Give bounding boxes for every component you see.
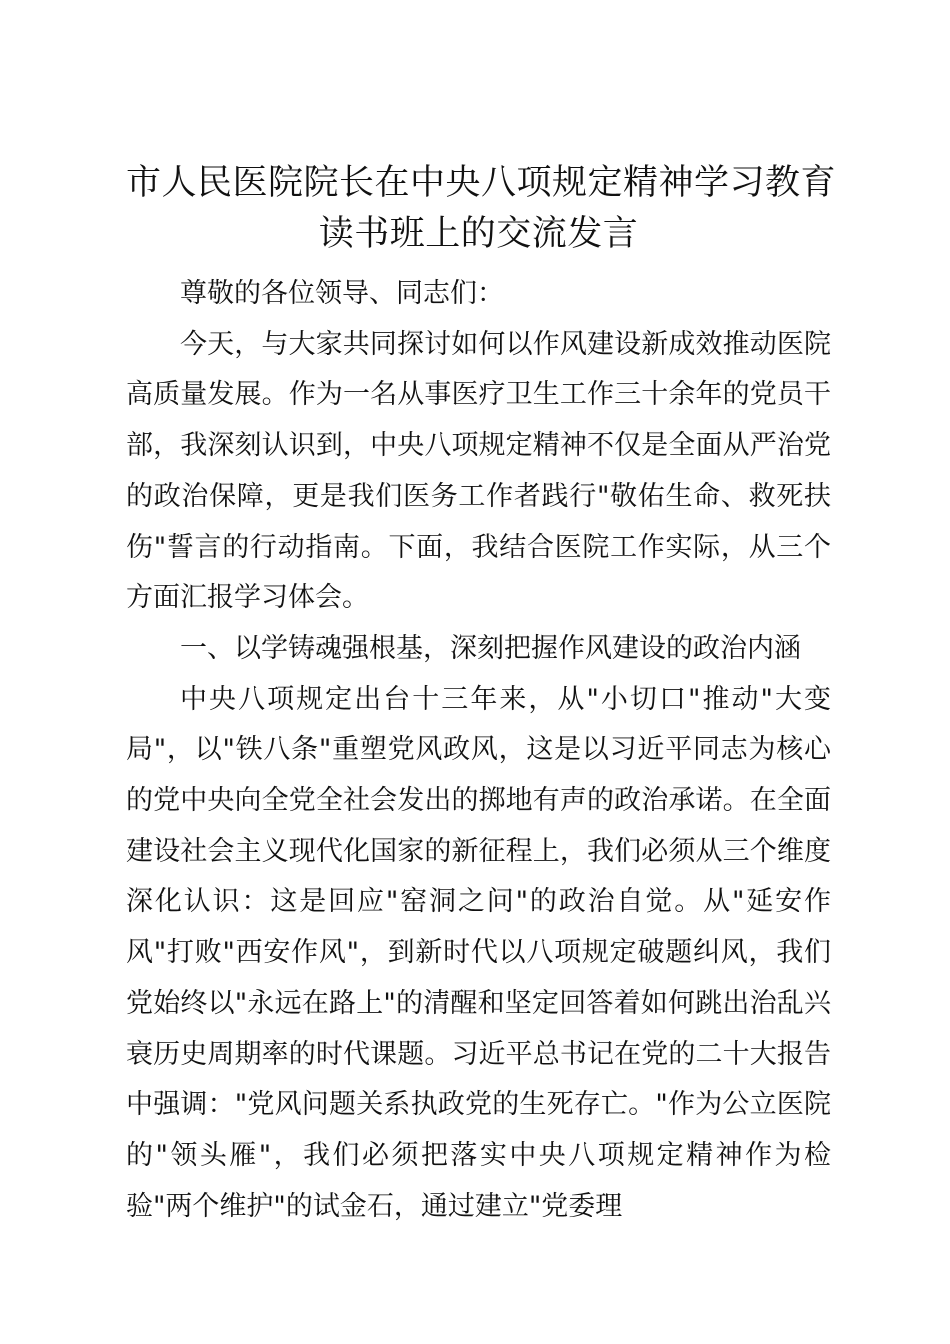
title-line-1: 市人民医院院长在中央八项规定精神学习教育: [126, 163, 837, 203]
title-line-2: 读书班上的交流发言: [318, 214, 639, 254]
salutation: 尊敬的各位领导、同志们：: [180, 278, 504, 309]
section-heading-1: 一、以学铸魂强根基，深刻把握作风建设的政治内涵: [180, 632, 801, 664]
document-body: [126, 269, 831, 1232]
paragraph-section-1: 中央八项规定出台十三年来，从"小切口"推动"大变局"，以"铁八条"重塑党风政风，这是以习近平同志为核心的党中央向全党全社会发出的掷地有声的政治承诺。在全面建设社会主义现代化国家的新征程上，我们必须从三个维度深化认识：这是回应"窑洞之问"的政治自觉。从"延安作风"打败"西安作风"，到新时代以八项规定破题纠风，我们党始终以"永远在路上"的清醒和坚定回答着如何跳出治乱兴衰历史周期率的时代课题。习近平总书记在党的二十大报告中强调："党风问题关系执政党的生死存亡。"作为公立医院的"领头雁"，我们必须把落实中央八项规定精神作为检验"两个维护"的试金石，通过建立"党委理: [126, 683, 831, 1222]
paragraph-intro: 今天，与大家共同探讨如何以作风建设新成效推动医院高质量发展。作为一名从事医疗卫生工作三十余年的党员干部，我深刻认识到，中央八项规定精神不仅是全面从严治党的政治保障，更是我们医务工作者践行"敬佑生命、救死扶伤"誓言的行动指南。下面，我结合医院工作实际，从三个方面汇报学习体会。: [126, 328, 831, 614]
document-title: [126, 158, 837, 260]
document-page: [126, 158, 837, 1232]
